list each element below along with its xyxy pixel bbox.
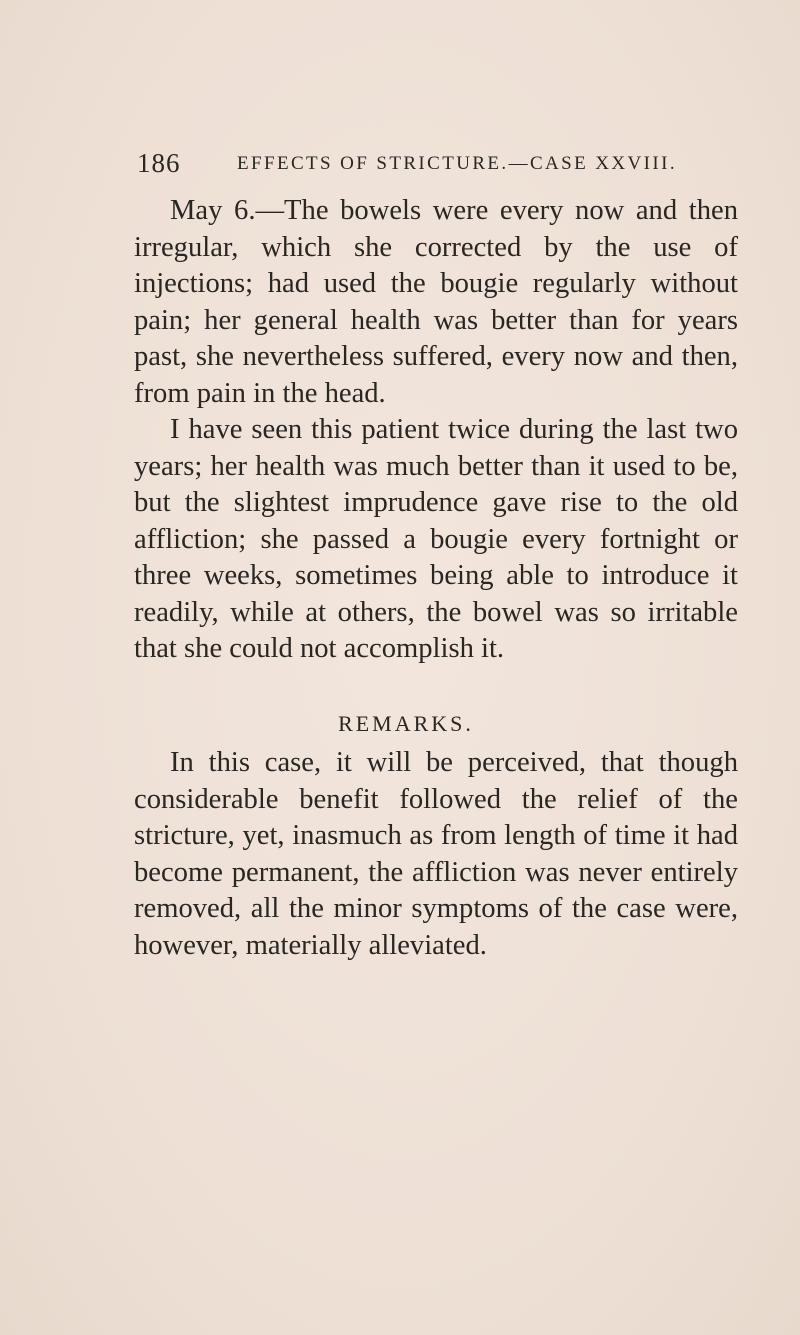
paragraph-remarks: In this case, it will be perceived, that though considerable benefit followed the relief of the stricture, yet, inasmuch as from length of time it had become permanent, the affliction was never entirely removed, all the minor symptoms of the case were, however, materially alleviated. (134, 747, 738, 961)
body-text (134, 193, 738, 668)
running-head-title: EFFECTS OF STRICTURE.—CASE XXVIII. (237, 153, 677, 174)
page-number: 186 (137, 148, 181, 178)
running-head (137, 148, 737, 178)
paragraph-patient-seen-twice: I have seen this patient twice during the last two years; her health was much better than it used to be, but the slightest imprudence gave rise to the old affliction; she passed a bougie every fortnight or three weeks, sometimes being able to introduce it readily, while at others, the bowel was so irritable that she could not accomplish it. (134, 414, 738, 664)
paragraph-may-6: May 6.—The bowels were every now and then irregular, which she corrected by the use of injections; had used the bougie regularly without pain; her general health was better than for years past, she nevertheless suffered, every now and then, from pain in the head. (134, 195, 738, 409)
section-heading-remarks: REMARKS. (338, 711, 474, 736)
remarks-text (134, 745, 738, 964)
